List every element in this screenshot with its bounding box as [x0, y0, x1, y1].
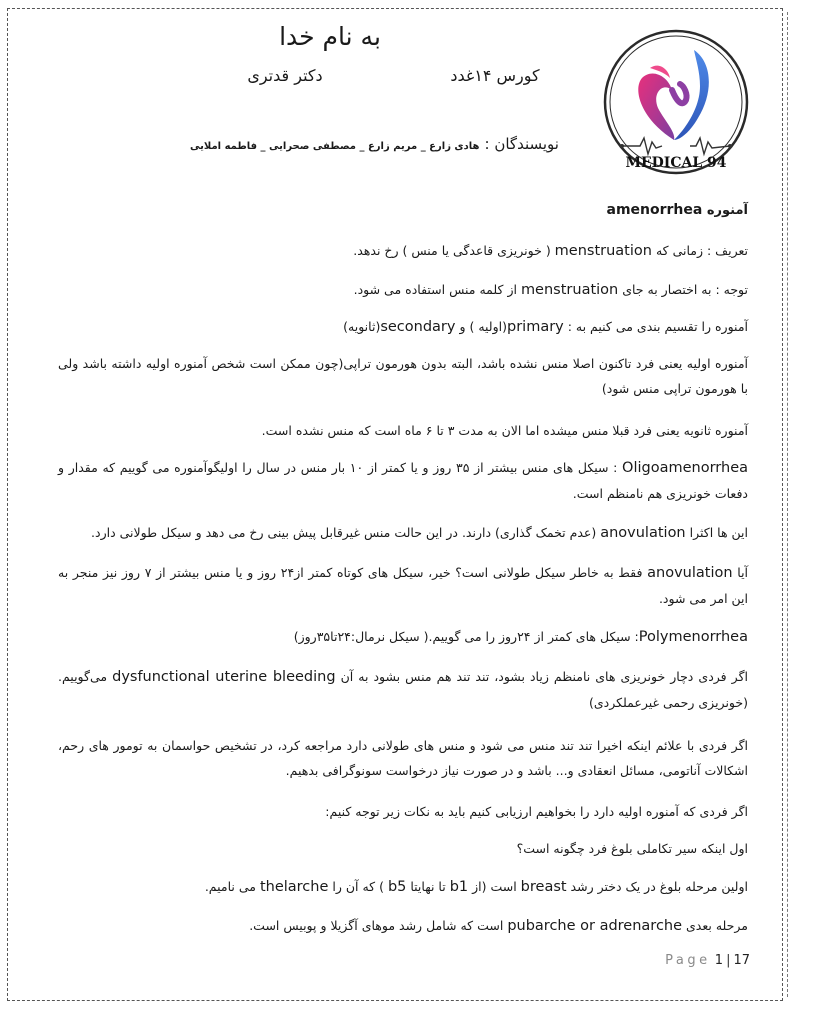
- paragraph: [58, 799, 748, 824]
- text-run: ) که آن را: [328, 879, 388, 894]
- page-label: Page: [665, 953, 711, 968]
- text-run: اگر فردی که آمنوره اولیه دارد را بخواهیم ارزیابی کنیم باید به نکات زیر توجه کنیم:: [325, 804, 748, 819]
- paragraph: [58, 913, 748, 939]
- authors-label: نویسندگان :: [484, 135, 559, 153]
- section-title-fa: آمنوره: [706, 203, 748, 218]
- medical-logo: [602, 28, 750, 176]
- english-term: secondary: [380, 319, 456, 335]
- paragraph: [58, 455, 748, 506]
- text-run: است که شامل رشد موهای آگزیلا و پوبیس است.: [249, 918, 508, 933]
- text-run: اگر فردی با علائم اینکه اخیرا تند تند منس می شود و منس های طولانی دارد مراجعه کرد، در تشخیص حواسمان به تومور های رحم، اشکالات آناتومی، مسائل انعقادی و... باشد و در صورت نیاز درخواست سونوگرافی بدهیم.: [58, 738, 748, 778]
- english-term: thelarche: [259, 879, 329, 895]
- paragraph: [58, 664, 748, 715]
- paragraph: [58, 314, 748, 340]
- section-title-en: amenorrhea: [606, 202, 703, 218]
- text-run: این ها اکثرا: [685, 525, 748, 540]
- text-run: می نامیم.: [204, 879, 260, 894]
- paragraph: [58, 351, 748, 401]
- text-run: آمنوره را تقسیم بندی می کنیم به :: [563, 319, 748, 334]
- course-label: کورس ۱۴غدد: [450, 66, 540, 85]
- text-run: آیا: [732, 565, 749, 580]
- english-term: b1: [449, 879, 469, 895]
- authors-line: [190, 134, 590, 153]
- page-title: به نام خدا: [279, 22, 381, 51]
- paragraph: [58, 418, 748, 443]
- text-run: مرحله بعدی: [682, 918, 748, 933]
- text-run: : سیکل های کمتر از ۲۴روز را می گوییم.( سیکل نرمال:۲۴تا۳۵روز): [293, 629, 639, 644]
- text-run: توجه : به اختصار به جای: [618, 282, 748, 297]
- text-run: اول اینکه سیر تکاملی بلوغ فرد چگونه است؟: [516, 841, 748, 856]
- logo-text: MEDICAL 94: [625, 155, 727, 171]
- text-run: می‌گوییم. (خونریزی رحمی غیرعملکردی): [58, 669, 748, 710]
- text-run: (اولیه ) و: [455, 319, 507, 334]
- section-heading: [607, 202, 749, 218]
- english-term: primary: [507, 319, 564, 335]
- english-term: Oligoamenorrhea: [622, 460, 748, 476]
- page-number: 1: [714, 953, 724, 968]
- paragraph: [58, 874, 748, 900]
- page-border-right: [787, 12, 788, 997]
- paragraph: [58, 733, 748, 783]
- paragraph: [58, 560, 748, 611]
- text-run: آمنوره اولیه یعنی فرد تاکنون اصلا منس نشده باشد، البته بدون هورمون تراپی(چون ممکن است شخص آمنوره اولیه داشته باشد ولی با هورمون تراپی منس شود): [58, 356, 748, 396]
- paragraph: [58, 836, 748, 861]
- text-run: آمنوره ثانویه یعنی فرد قبلا منس میشده اما الان به مدت ۳ تا ۶ ماه است که منس نشده است.: [261, 423, 748, 438]
- doctor-name: دکتر قدتری: [247, 66, 323, 85]
- text-run: تعریف : زمانی که: [651, 243, 748, 258]
- text-run: اولین مرحله بلوغ در یک دختر رشد: [566, 879, 748, 894]
- text-run: اگر فردی دچار خونریزی های نامنظم زیاد بشود، تند تند هم منس بشود به آن: [335, 669, 748, 684]
- text-run: (ثانویه): [343, 319, 381, 334]
- english-term: anovulation: [647, 565, 733, 581]
- paragraph: [58, 238, 748, 264]
- page-separator: |: [726, 953, 731, 968]
- page-footer: [665, 953, 750, 968]
- english-term: pubarche or adrenarche: [507, 918, 683, 934]
- english-term: menstruation: [554, 243, 652, 259]
- text-run: تا نهایتا: [406, 879, 450, 894]
- text-run: : سیکل های منس بیشتر از ۳۵ روز و یا کمتر از ۱۰ بار منس در سال را اولیگوآمنوره می گوییم که مقدار و دفعات خونریزی هم نامنظم است.: [58, 460, 748, 501]
- paragraph: [58, 520, 748, 546]
- medical-heart-logo-icon: [602, 28, 750, 176]
- english-term: dysfunctional uterine bleeding: [112, 669, 336, 685]
- text-run: ( خونریزی قاعدگی یا منس ) رخ ندهد.: [353, 243, 555, 258]
- english-term: b5: [387, 879, 407, 895]
- english-term: anovulation: [600, 525, 686, 541]
- authors-names: هادی زارع _ مریم زارع _ مصطفی صحرایی _ فاطمه املایی: [190, 141, 480, 152]
- text-run: (عدم تخمک گذاری) دارند. در این حالت منس غیرقابل پیش بینی رخ می دهد و سیکل طولانی دارد.: [91, 525, 601, 540]
- text-run: فقط به خاطر سیکل طولانی است؟ خیر، سیکل های کوتاه کمتر از۲۴ روز و یا منس بیشتر از ۷ روز نیز منجر به این امر می شود.: [58, 565, 748, 606]
- english-term: breast: [520, 879, 567, 895]
- paragraph: [58, 277, 748, 303]
- page-total: 17: [733, 953, 750, 968]
- text-run: از کلمه منس استفاده می شود.: [353, 282, 521, 297]
- text-run: است (از: [468, 879, 521, 894]
- paragraph: [58, 624, 748, 650]
- english-term: Polymenorrhea: [638, 629, 748, 645]
- english-term: menstruation: [520, 282, 619, 298]
